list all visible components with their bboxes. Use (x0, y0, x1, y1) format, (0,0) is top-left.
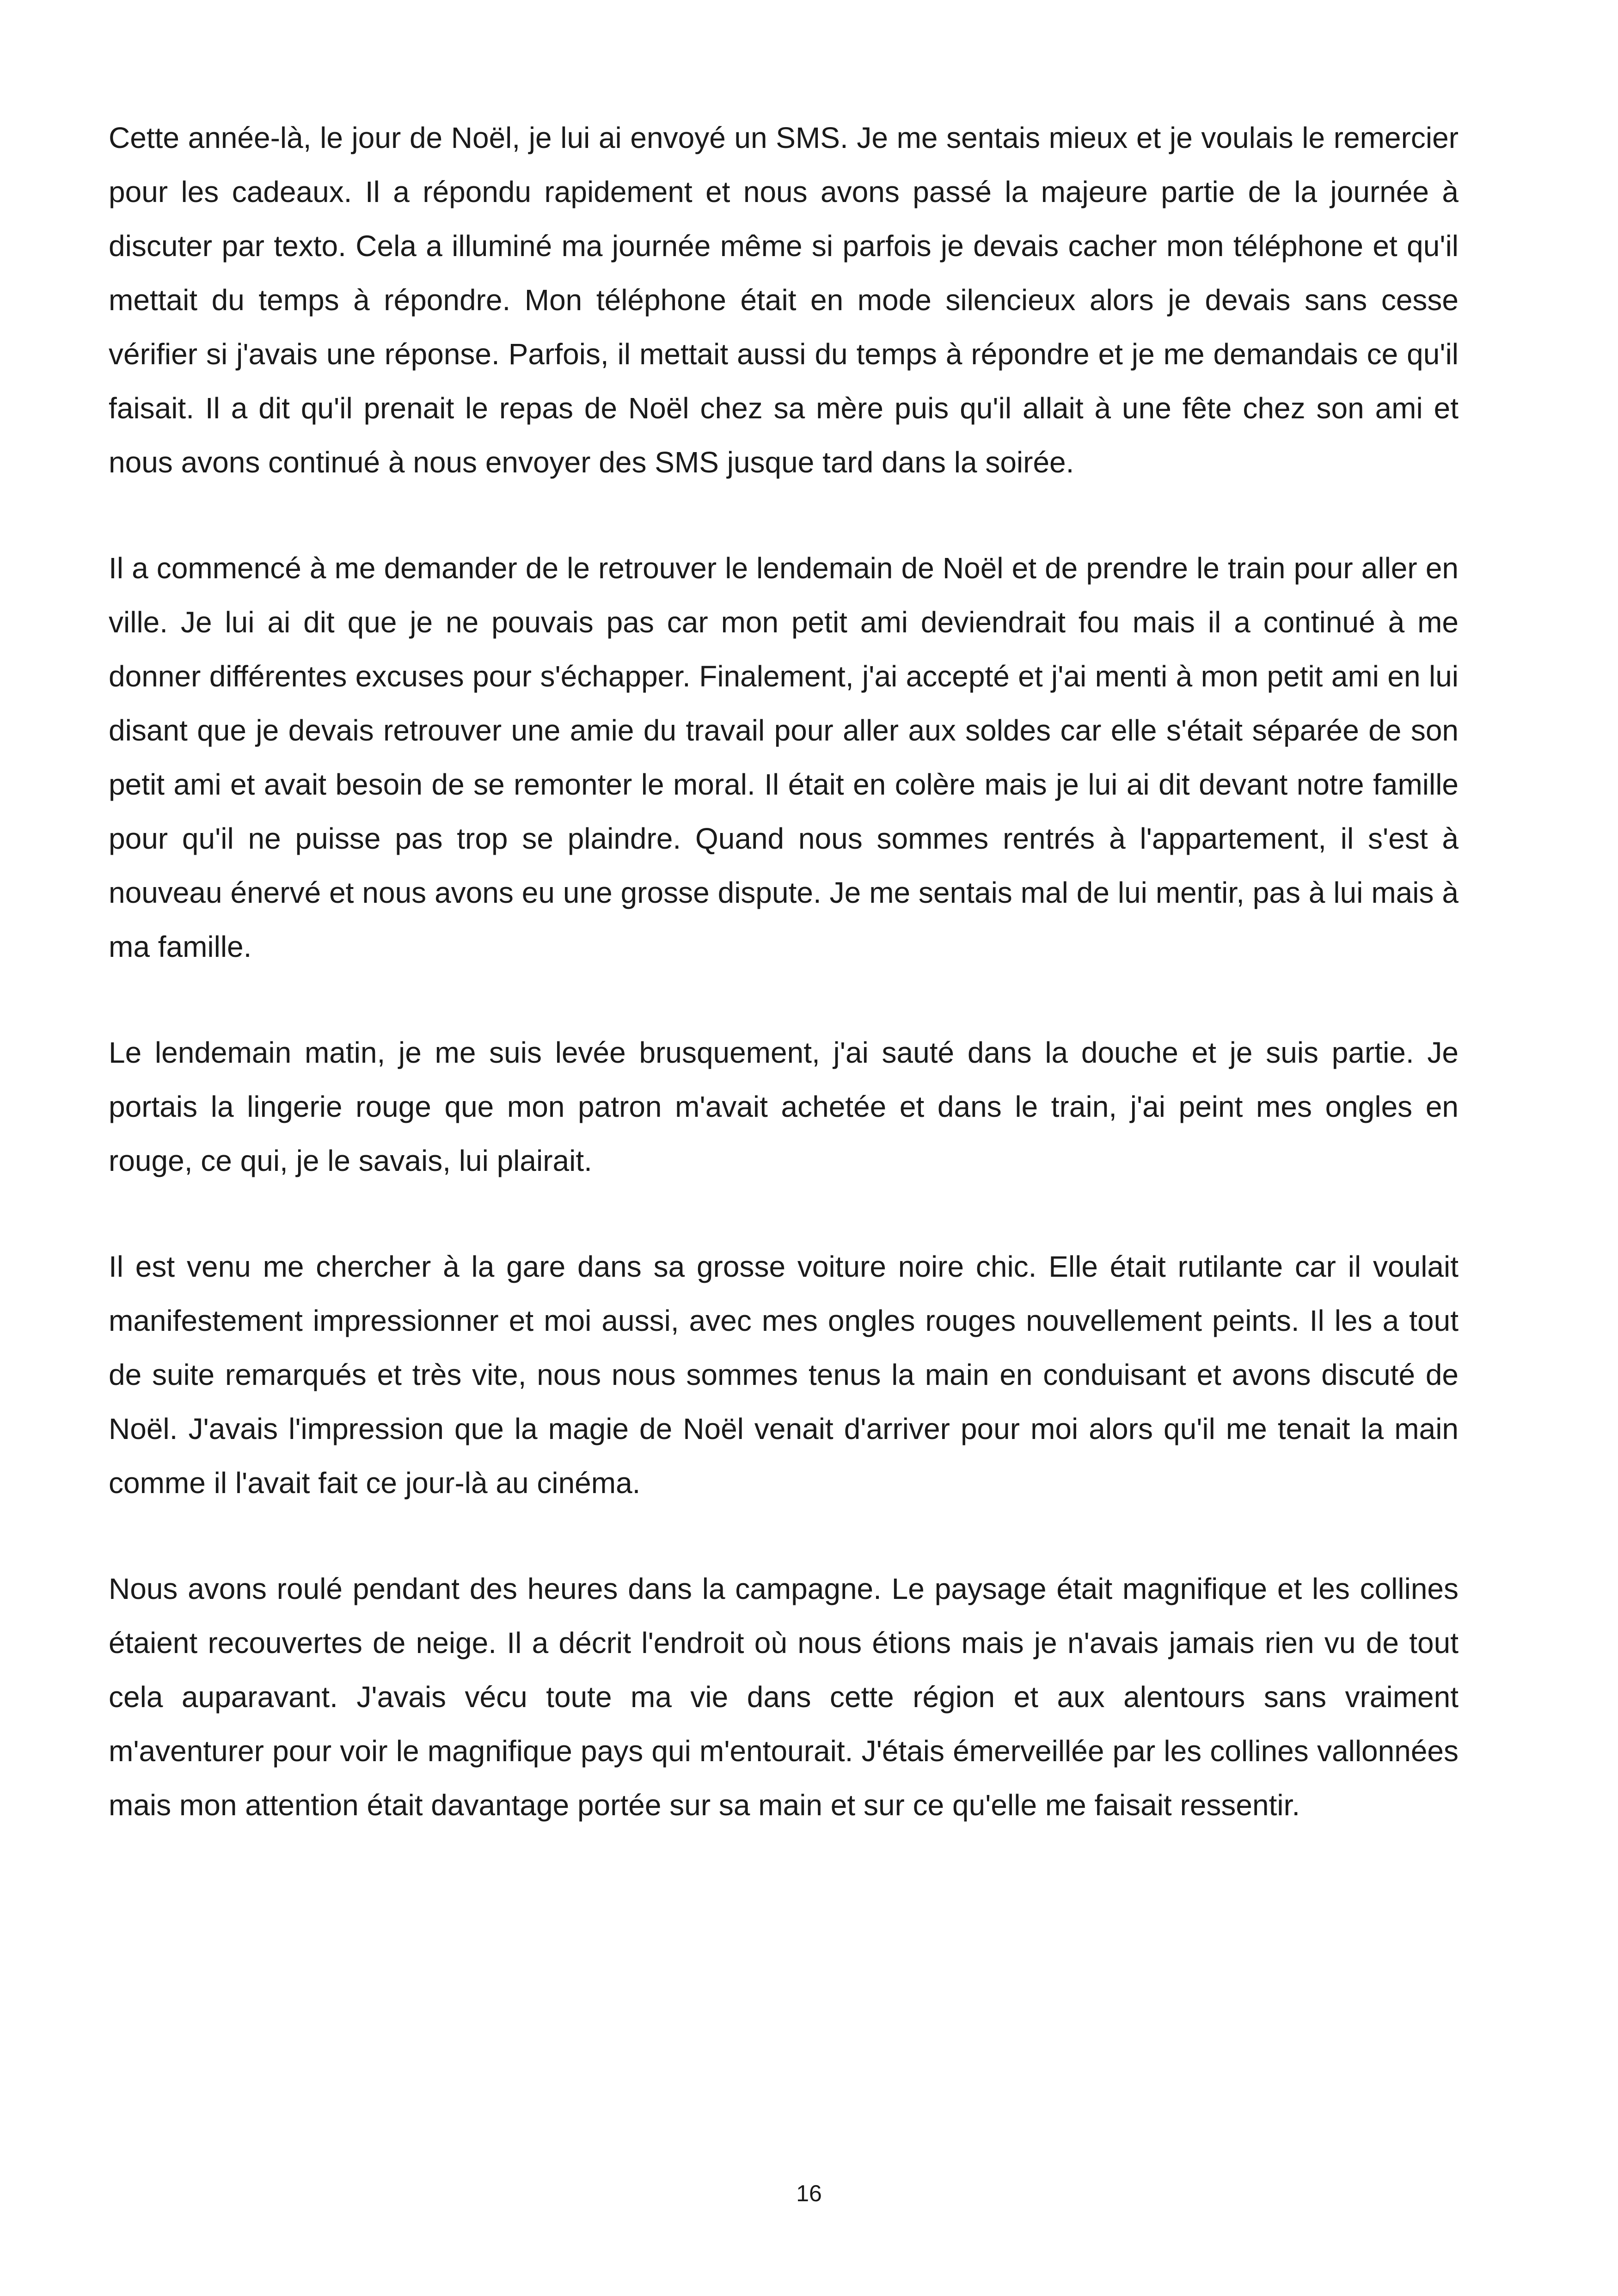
paragraph-5: Nous avons roulé pendant des heures dans la campagne. Le paysage était magnifique et les collines étaient recouvertes de neige. Il a décrit l'endroit où nous étions mais je n'avais jamais rien vu de tout cela auparavant. J'avais vécu toute ma vie dans cette région et aux alentours sans vraiment m'aventurer pour voir le magnifique pays qui m'entourait. J'étais émerveillée par les collines vallonnées mais mon attention était davantage portée sur sa main et sur ce qu'elle me faisait ressentir. (109, 1572, 1459, 1822)
paragraph-2: Il a commencé à me demander de le retrouver le lendemain de Noël et de prendre le train pour aller en ville. Je lui ai dit que je ne pouvais pas car mon petit ami deviendrait fou mais il a continué à me donner différentes excuses pour s'échapper. Finalement, j'ai accepté et j'ai menti à mon petit ami en lui disant que je devais retrouver une amie du travail pour aller aux soldes car elle s'était séparée de son petit ami et avait besoin de se remonter le moral. Il était en colère mais je lui ai dit devant notre famille pour qu'il ne puisse pas trop se plaindre. Quand nous sommes rentrés à l'appartement, il s'est à nouveau énervé et nous avons eu une grosse dispute. Je me sentais mal de lui mentir, pas à lui mais à ma famille. (109, 551, 1459, 963)
document-body (109, 111, 1459, 1884)
page-number: 16 (796, 2180, 822, 2206)
paragraph-1: Cette année-là, le jour de Noël, je lui ai envoyé un SMS. Je me sentais mieux et je voulais le remercier pour les cadeaux. Il a répondu rapidement et nous avons passé la majeure partie de la journée à discuter par texto. Cela a illuminé ma journée même si parfois je devais cacher mon téléphone et qu'il mettait du temps à répondre. Mon téléphone était en mode silencieux alors je devais sans cesse vérifier si j'avais une réponse. Parfois, il mettait aussi du temps à répondre et je me demandais ce qu'il faisait. Il a dit qu'il prenait le repas de Noël chez sa mère puis qu'il allait à une fête chez son ami et nous avons continué à nous envoyer des SMS jusque tard dans la soirée. (109, 121, 1459, 479)
paragraph-3: Le lendemain matin, je me suis levée brusquement, j'ai sauté dans la douche et je suis partie. Je portais la lingerie rouge que mon patron m'avait achetée et dans le train, j'ai peint mes ongles en rouge, ce qui, je le savais, lui plairait. (109, 1036, 1459, 1177)
paragraph-4: Il est venu me chercher à la gare dans sa grosse voiture noire chic. Elle était rutilante car il voulait manifestement impressionner et moi aussi, avec mes ongles rouges nouvellement peints. Il les a tout de suite remarqués et très vite, nous nous sommes tenus la main en conduisant et avons discuté de Noël. J'avais l'impression que la magie de Noël venait d'arriver pour moi alors qu'il me tenait la main comme il l'avait fait ce jour-là au cinéma. (109, 1250, 1459, 1500)
